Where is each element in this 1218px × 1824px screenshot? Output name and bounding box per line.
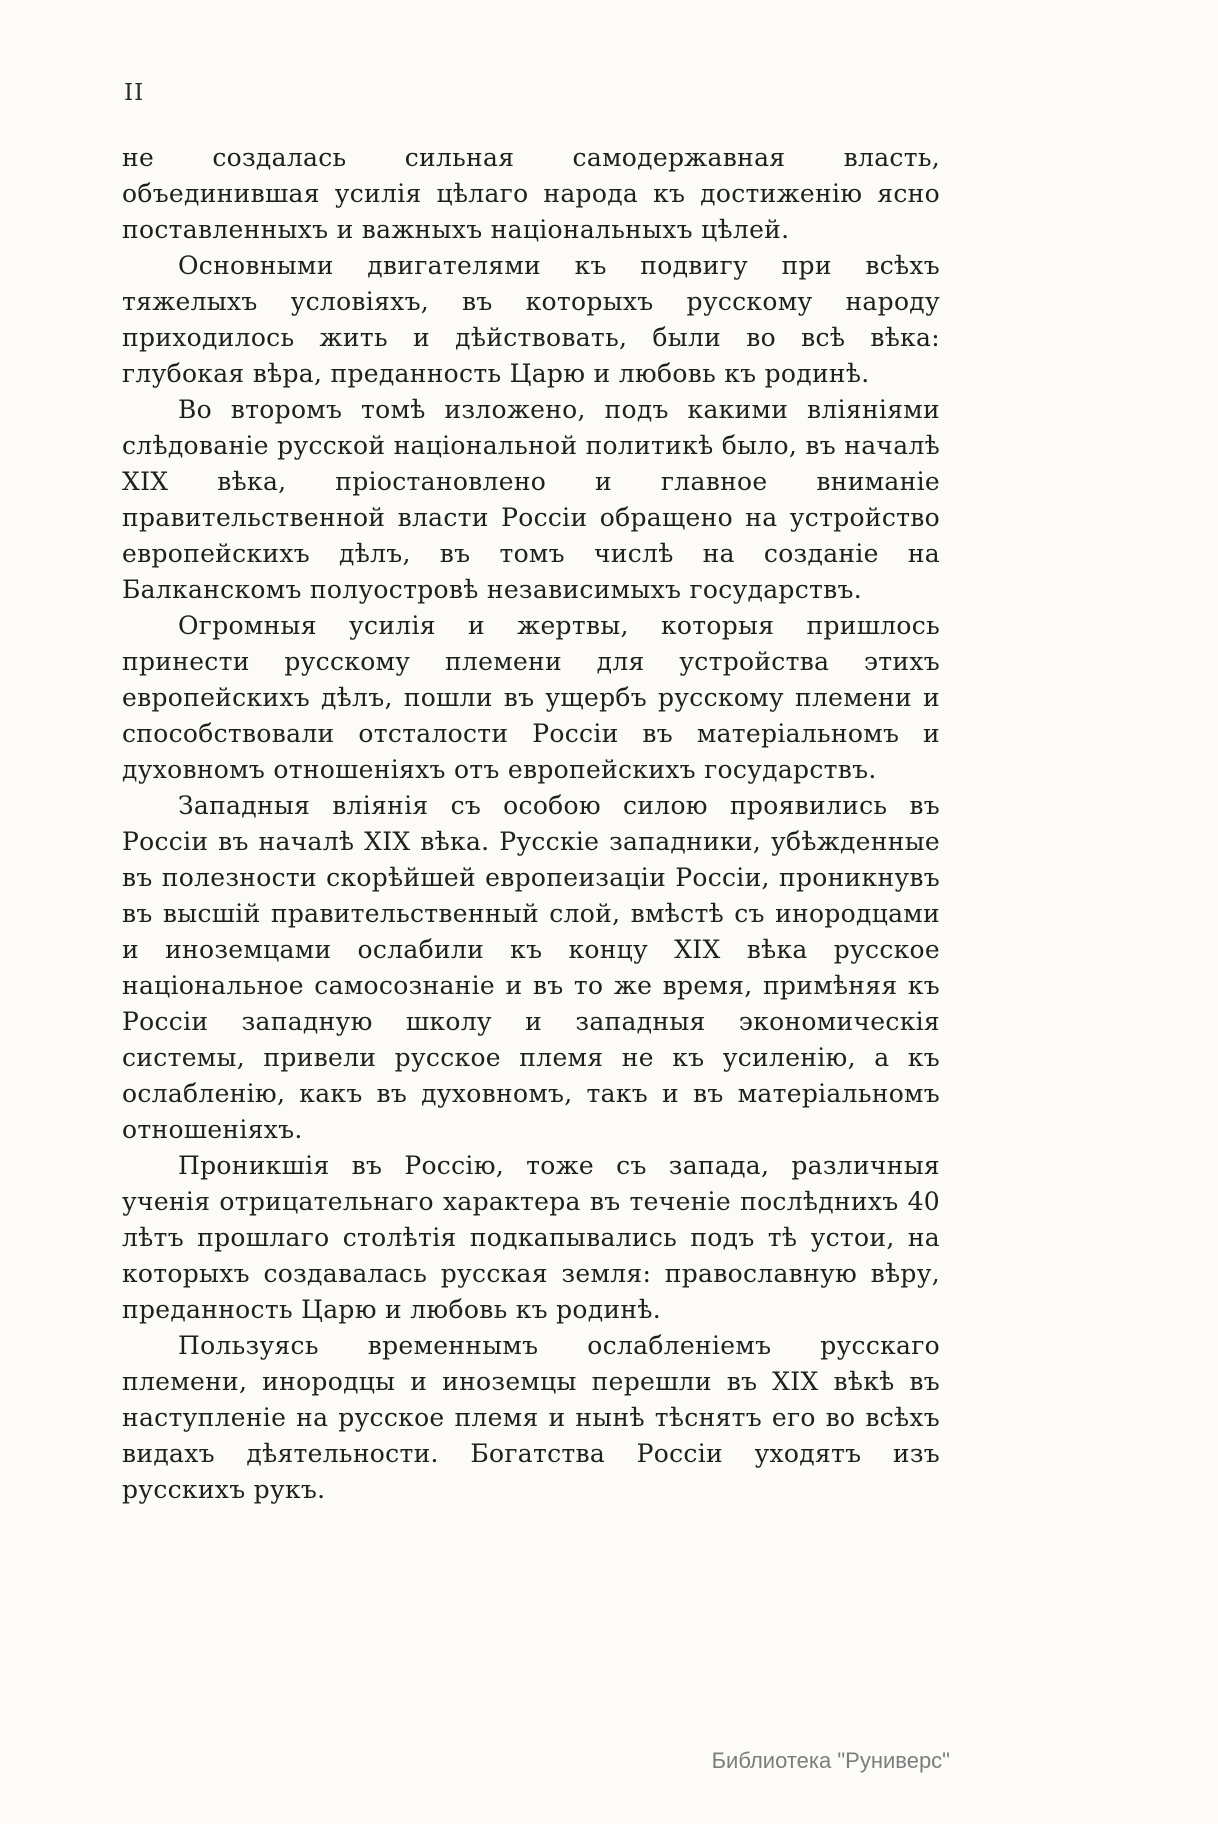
paragraph: не создалась сильная самодержавная власть, объединившая усилія цѣлаго народа къ достиженію ясно поставленныхъ и важныхъ національныхъ цѣлей.	[122, 143, 940, 244]
paragraph: Во второмъ томѣ изложено, подъ какими вліяніями слѣдованіе русской національной политикѣ было, въ началѣ XIX вѣка, пріостановлено и главное вниманіе правительственной власти Россіи обращено на устройство европейскихъ дѣлъ, въ томъ числѣ на созданіе на Балканскомъ полуостровѣ независимыхъ государствъ.	[122, 395, 940, 604]
body-text-block	[122, 140, 940, 1508]
page-number: II	[124, 80, 145, 106]
paragraph: Западныя вліянія съ особою силою проявились въ Россіи въ началѣ XIX вѣка. Русскіе западники, убѣжденные въ полезности скорѣйшей европеизаціи Россіи, проникнувъ въ высшій правительственный слой, вмѣстѣ съ инородцами и иноземцами ослабили къ концу XIX вѣка русское національное самосознаніе и въ то же время, примѣняя къ Россіи западную школу и западныя экономическія системы, привели русское племя не къ усиленію, а къ ослабленію, какъ въ духовномъ, такъ и въ матеріальномъ отношеніяхъ.	[122, 791, 940, 1144]
paragraph: Проникшія въ Россію, тоже съ запада, различныя ученія отрицательнаго характера въ теченіе послѣднихъ 40 лѣтъ прошлаго столѣтія подкапывались подъ тѣ устои, на которыхъ создавалась русская земля: православную вѣру, преданность Царю и любовь къ родинѣ.	[122, 1151, 940, 1324]
paragraph: Пользуясь временнымъ ослабленіемъ русскаго племени, инородцы и иноземцы перешли въ XIX вѣкѣ въ наступленіе на русское племя и нынѣ тѣснятъ его во всѣхъ видахъ дѣятельности. Богатства Россіи уходятъ изъ русскихъ рукъ.	[122, 1331, 940, 1504]
paragraph: Огромныя усилія и жертвы, которыя пришлось принести русскому племени для устройства этихъ европейскихъ дѣлъ, пошли въ ущербъ русскому племени и способствовали отсталости Россіи въ матеріальномъ и духовномъ отношеніяхъ отъ европейскихъ государствъ.	[122, 611, 940, 784]
library-watermark: Библиотека "Руниверс"	[711, 1748, 950, 1773]
paragraph: Основными двигателями къ подвигу при всѣхъ тяжелыхъ условіяхъ, въ которыхъ русскому народу приходилось жить и дѣйствовать, были во всѣ вѣка: глубокая вѣра, преданность Царю и любовь къ родинѣ.	[122, 251, 940, 388]
